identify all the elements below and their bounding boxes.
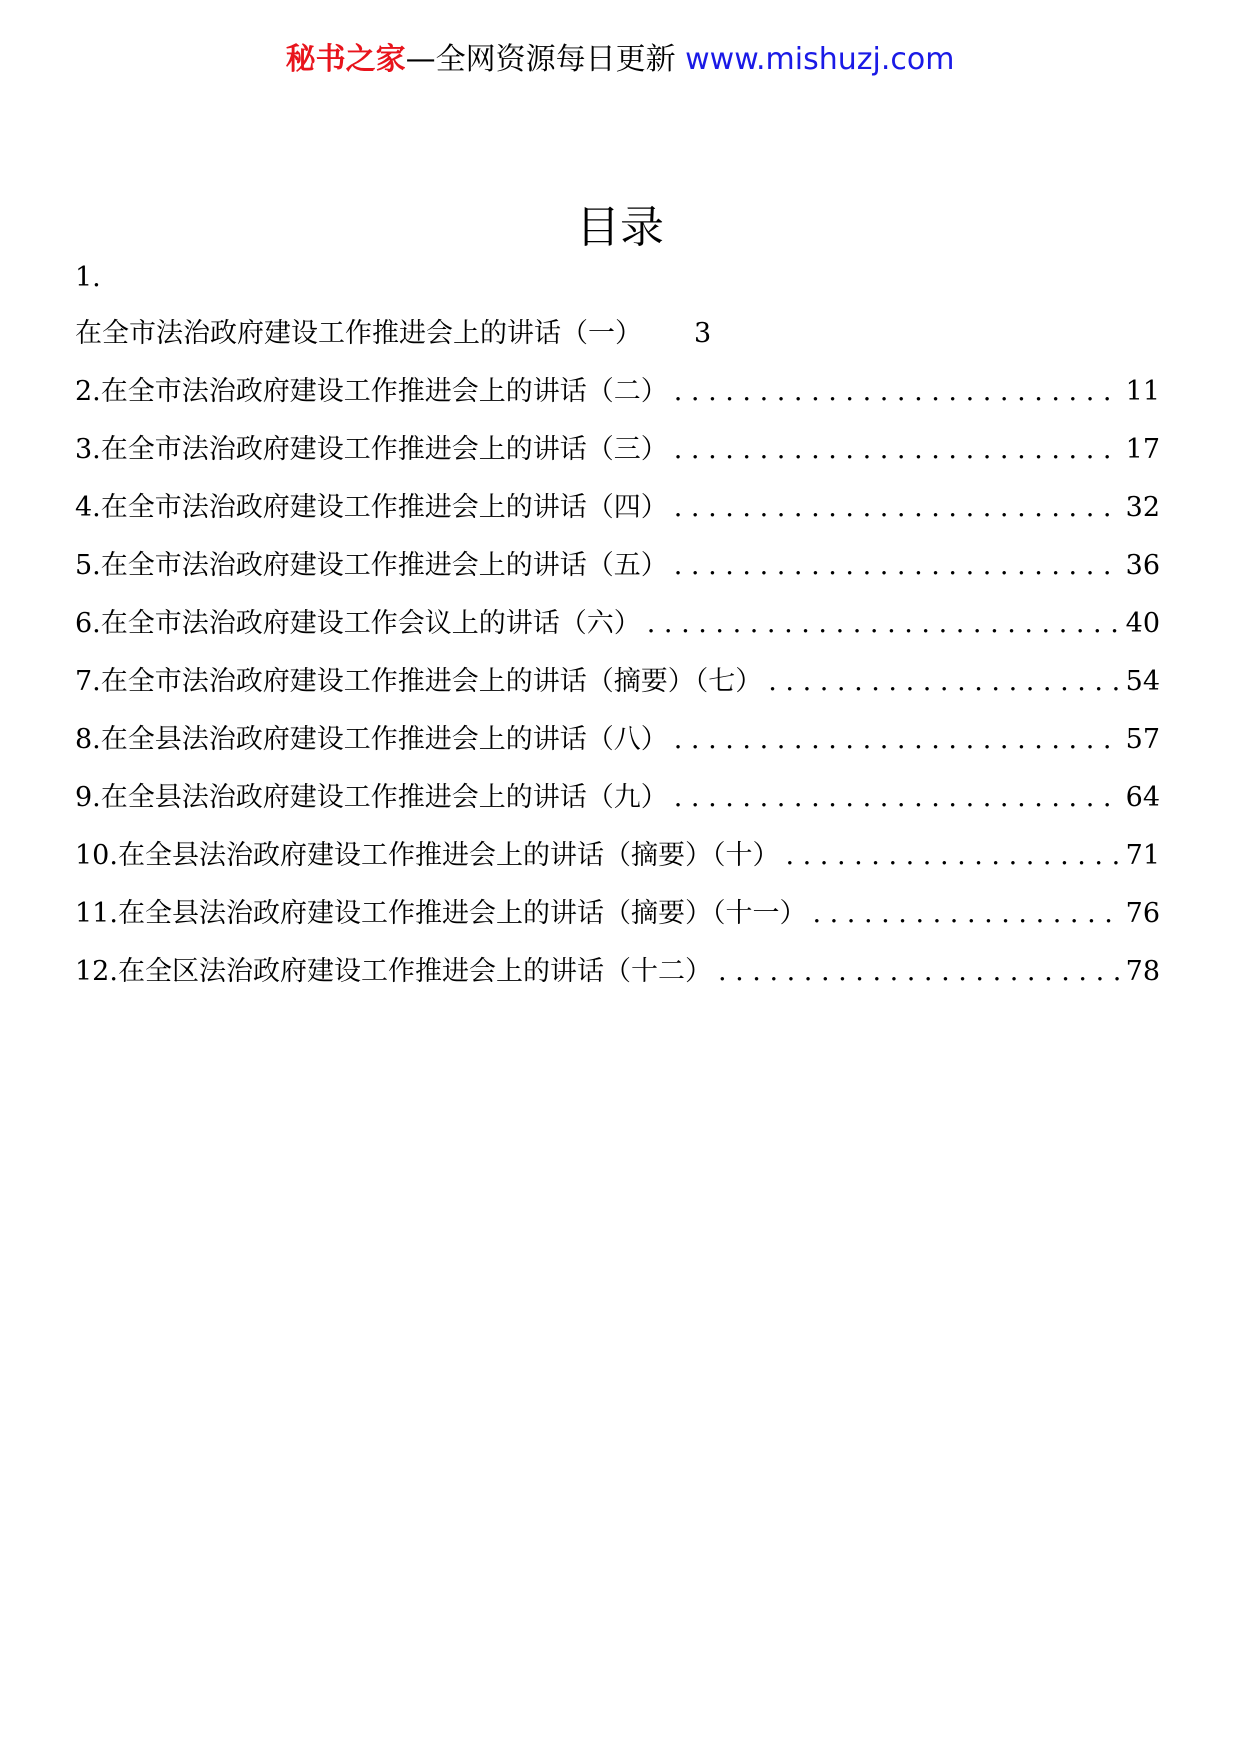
toc-entry-2[interactable] (75, 372, 1160, 412)
toc-entry-page: 11 (1125, 376, 1160, 407)
toc-first-number-label: 1. (75, 262, 101, 293)
toc-entry-page: 78 (1125, 956, 1160, 987)
toc-entry-page: 57 (1125, 724, 1160, 755)
toc-entry-5[interactable] (75, 546, 1160, 586)
toc-entry-page: 17 (1125, 434, 1160, 465)
toc-dot-leader (674, 430, 1122, 470)
toc-entry-4[interactable] (75, 488, 1160, 528)
toc-entry-9[interactable] (75, 778, 1160, 818)
toc-entry-title: 8.在全县法治政府建设工作推进会上的讲话（八） (75, 724, 668, 755)
toc-entry-page: 32 (1125, 492, 1160, 523)
toc-entry-title: 在全市法治政府建设工作推进会上的讲话（一） (75, 318, 642, 349)
toc-entry-title: 2.在全市法治政府建设工作推进会上的讲话（二） (75, 376, 668, 407)
toc-title: 目录 (576, 202, 664, 253)
toc-dot-leader (812, 894, 1121, 934)
toc-entry-12[interactable] (75, 952, 1160, 992)
toc-entry-7[interactable] (75, 662, 1160, 702)
toc-entry-6[interactable] (75, 604, 1160, 644)
toc-dot-leader (674, 778, 1122, 818)
toc-entry-title: 9.在全县法治政府建设工作推进会上的讲话（九） (75, 782, 668, 813)
toc-entry-title: 5.在全市法治政府建设工作推进会上的讲话（五） (75, 550, 668, 581)
toc-entry-title: 4.在全市法治政府建设工作推进会上的讲话（四） (75, 492, 668, 523)
toc-entry-11[interactable] (75, 894, 1160, 934)
toc-dot-leader (674, 546, 1122, 586)
site-url-link[interactable]: www.mishuzj.com (685, 42, 955, 77)
toc-dot-leader (674, 488, 1122, 528)
toc-entry-title: 10.在全县法治政府建设工作推进会上的讲话（摘要）（十） (75, 840, 780, 871)
toc-entry-title: 3.在全市法治政府建设工作推进会上的讲话（三） (75, 434, 668, 465)
toc-entry-8[interactable] (75, 720, 1160, 760)
toc-entry-page: 3 (694, 318, 712, 349)
page-header (0, 40, 1240, 80)
toc-entry-page: 71 (1125, 840, 1160, 871)
toc-entry-page: 40 (1125, 608, 1160, 639)
toc-dot-leader (674, 720, 1122, 760)
toc-entry-title: 11.在全县法治政府建设工作推进会上的讲话（摘要）（十一） (75, 898, 807, 929)
toc-entry-title: 7.在全市法治政府建设工作推进会上的讲话（摘要）（七） (75, 666, 763, 697)
toc-entry-page: 36 (1125, 550, 1160, 581)
toc-dot-leader (768, 662, 1121, 702)
toc-first-number (75, 258, 1160, 298)
toc-entry-page: 76 (1125, 898, 1160, 929)
header-tagline: —全网资源每日更新 (405, 42, 676, 77)
toc-entry-title: 12.在全区法治政府建设工作推进会上的讲话（十二） (75, 956, 712, 987)
toc-dot-leader (674, 372, 1122, 412)
toc-entry-10[interactable] (75, 836, 1160, 876)
brand-name: 秘书之家 (285, 42, 406, 77)
toc-dot-leader (785, 836, 1121, 876)
toc-entry-page: 54 (1125, 666, 1160, 697)
toc-entry-1[interactable] (75, 314, 1160, 354)
toc-entry-page: 64 (1125, 782, 1160, 813)
toc-dot-leader (718, 952, 1122, 992)
toc-entry-title: 6.在全市法治政府建设工作会议上的讲话（六） (75, 608, 641, 639)
toc-entry-3[interactable] (75, 430, 1160, 470)
toc-dot-leader (647, 604, 1122, 644)
